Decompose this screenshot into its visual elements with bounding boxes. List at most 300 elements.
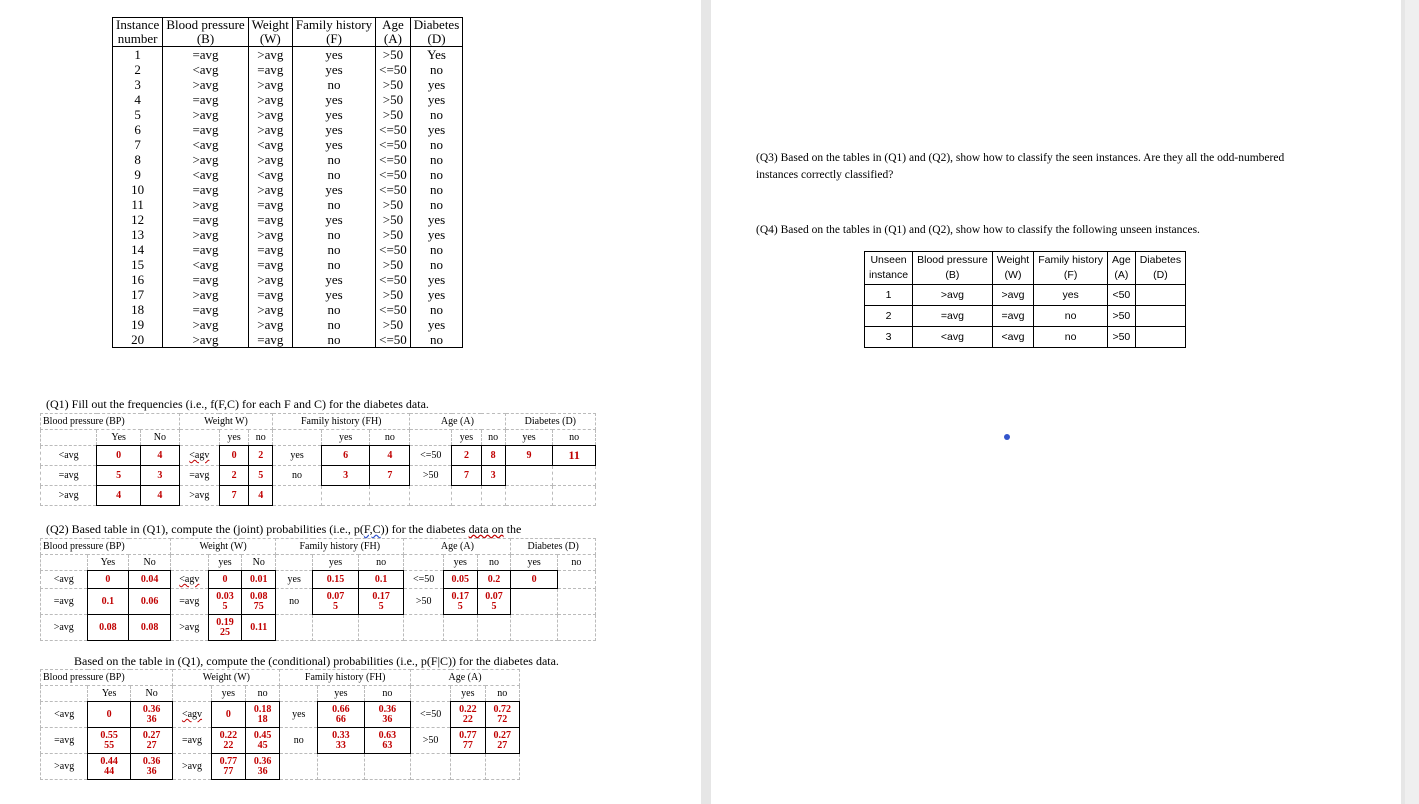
q2-title: (Q2) Based table in (Q1), compute the (joint) probabilities (i.e., p(F,C)) for the diabetes data on the [46, 522, 522, 536]
instance-cell: yes [292, 182, 375, 197]
q2b-fh-no-no: 0.63 63 [364, 728, 410, 754]
instance-cell: no [410, 167, 462, 182]
q2b-age-le-label: <=50 [411, 702, 451, 728]
instance-cell: =avg [248, 212, 292, 227]
instance-cell: <=50 [376, 137, 411, 152]
q2b-age-gt-label: >50 [411, 728, 451, 754]
instance-cell: no [292, 317, 375, 332]
instance-cell: =avg [163, 122, 248, 137]
instance-cell: Yes [410, 47, 462, 63]
instance-cell: >avg [248, 47, 292, 63]
q2-group-fh: Family history (FH) [276, 539, 404, 555]
q1-bp-lt-no: 4 [141, 446, 180, 466]
instance-cell: =avg [248, 242, 292, 257]
instance-cell: 14 [113, 242, 163, 257]
q1-fh-yes-label: yes [273, 446, 322, 466]
q2-age-yes: yes [443, 555, 477, 571]
q1-fh-no-label: no [273, 466, 322, 486]
instance-cell: <avg [163, 62, 248, 77]
q2-bp-gt-yes: 0.08 [87, 615, 129, 641]
unseen-table-header [865, 252, 1186, 285]
instance-row [113, 167, 463, 182]
conditional-title: Based on the table in (Q1), compute the (conditional) probabilities (i.e., p(F|C)) for the diabetes data. [74, 654, 559, 668]
instance-cell: no [410, 197, 462, 212]
instance-cell: 11 [113, 197, 163, 212]
unseen-cell: no [1034, 327, 1108, 348]
q2-age-gt-yes: 0.17 5 [443, 589, 477, 615]
q2b-w-no: no [246, 686, 280, 702]
q1-d-no: no [553, 430, 596, 446]
q2b-fh-no-label: no [280, 728, 318, 754]
q2b-bp-lt-no: 0.36 36 [130, 702, 173, 728]
unseen-header-weight: Weight (W) [992, 252, 1034, 285]
instance-row [113, 182, 463, 197]
instance-cell: yes [410, 122, 462, 137]
instance-cell: >avg [163, 287, 248, 302]
instance-table [112, 17, 463, 348]
instance-cell: <=50 [376, 167, 411, 182]
right-document-page [711, 0, 1401, 804]
unseen-cell: <avg [913, 327, 993, 348]
q2-w-no: No [242, 555, 276, 571]
q2b-bp-eq-yes: 0.55 55 [88, 728, 130, 754]
instance-cell: =avg [163, 92, 248, 107]
q2b-bp-eq-no: 0.27 27 [130, 728, 173, 754]
instance-row [113, 122, 463, 137]
unseen-cell: 1 [865, 285, 913, 306]
instance-cell: yes [410, 77, 462, 92]
instance-cell: yes [410, 317, 462, 332]
q1-fh-no: no [370, 430, 410, 446]
instance-cell: =avg [163, 272, 248, 287]
unseen-cell: 3 [865, 327, 913, 348]
instance-cell: yes [410, 227, 462, 242]
instance-cell: >avg [248, 302, 292, 317]
instance-cell: =avg [248, 332, 292, 348]
q2-w-eq-label: =avg [171, 589, 209, 615]
instance-cell: no [410, 152, 462, 167]
q2-fh-yes: yes [313, 555, 359, 571]
instance-cell: 12 [113, 212, 163, 227]
q1-age-le-yes: 2 [452, 446, 481, 466]
instance-cell: 19 [113, 317, 163, 332]
instance-cell: >avg [248, 92, 292, 107]
instance-cell: <avg [248, 167, 292, 182]
q2b-bp-gt-yes: 0.44 44 [88, 754, 130, 780]
q1-fh-yes-no: 4 [370, 446, 410, 466]
q2b-age-gt-no: 0.27 27 [485, 728, 519, 754]
q2-bp-lt-no: 0.04 [129, 571, 171, 589]
instance-cell: no [292, 167, 375, 182]
unseen-instance-table [864, 251, 1186, 348]
header-instance: Instance number [113, 18, 163, 47]
q2b-group-weight: Weight (W) [173, 670, 280, 686]
q1-w-eq-yes: 2 [219, 466, 248, 486]
instance-cell: <avg [163, 137, 248, 152]
instance-cell: no [410, 137, 462, 152]
q1-group-bp: Blood pressure (BP) [41, 414, 180, 430]
q1-bp-gt-label: >avg [41, 486, 97, 506]
q2-d-yes-val: 0 [511, 571, 558, 589]
q2-bp-no: No [129, 555, 171, 571]
q3-question: (Q3) Based on the tables in (Q1) and (Q2), show how to classify the seen instances. Are they all the odd-numbered instances correctly classified? [756, 152, 1285, 181]
q1-group-diabetes: Diabetes (D) [505, 414, 595, 430]
instance-cell: >avg [163, 227, 248, 242]
header-family-history: Family history (F) [292, 18, 375, 47]
q2b-age-gt-yes: 0.77 77 [451, 728, 485, 754]
instance-cell: >avg [163, 107, 248, 122]
q1-bp-lt-yes: 0 [97, 446, 141, 466]
instance-cell: =avg [248, 257, 292, 272]
q2-w-eq-no: 0.08 75 [242, 589, 276, 615]
instance-cell: <=50 [376, 152, 411, 167]
left-document-page [0, 0, 701, 804]
header-weight: Weight (W) [248, 18, 292, 47]
instance-cell: yes [292, 287, 375, 302]
instance-cell: yes [292, 62, 375, 77]
instance-cell: <avg [248, 137, 292, 152]
instance-cell: <avg [163, 167, 248, 182]
unseen-cell[interactable] [1135, 306, 1185, 327]
header-diabetes: Diabetes (D) [410, 18, 462, 47]
instance-row [113, 77, 463, 92]
q1-age-le-label: <=50 [410, 446, 452, 466]
instance-cell: >50 [376, 287, 411, 302]
q2b-w-gt-no: 0.36 36 [246, 754, 280, 780]
instance-cell: 13 [113, 227, 163, 242]
instance-cell: 10 [113, 182, 163, 197]
instance-cell: >50 [376, 257, 411, 272]
unseen-cell: <50 [1108, 285, 1136, 306]
q2b-fh-no-yes: 0.33 33 [318, 728, 364, 754]
instance-cell: no [292, 242, 375, 257]
instance-cell: >avg [248, 182, 292, 197]
q2-fh-no-yes: 0.07 5 [313, 589, 359, 615]
q1-w-lt-no: 2 [249, 446, 273, 466]
instance-cell: yes [410, 212, 462, 227]
unseen-cell: 2 [865, 306, 913, 327]
unseen-header-diabetes: Diabetes (D) [1135, 252, 1185, 285]
q2b-age-le-yes: 0.22 22 [451, 702, 485, 728]
q1-fh-no-yes: 3 [321, 466, 370, 486]
instance-cell: 15 [113, 257, 163, 272]
q2-w-yes: yes [208, 555, 242, 571]
instance-cell: >avg [248, 107, 292, 122]
q2-fh-no: no [358, 555, 404, 571]
instance-cell: <=50 [376, 302, 411, 317]
instance-cell: =avg [248, 287, 292, 302]
q1-w-eq-label: =avg [179, 466, 219, 486]
instance-cell: 4 [113, 92, 163, 107]
instance-row [113, 107, 463, 122]
header-blood-pressure: Blood pressure (B) [163, 18, 248, 47]
unseen-header-bp: Blood pressure (B) [913, 252, 993, 285]
instance-cell: <avg [163, 257, 248, 272]
q2-age-le-label: <=50 [404, 571, 443, 589]
instance-cell: =avg [163, 242, 248, 257]
q2b-age-no: no [485, 686, 519, 702]
q2-bp-yes: Yes [87, 555, 129, 571]
q1-bp-eq-yes: 5 [97, 466, 141, 486]
instance-row [113, 47, 463, 63]
unseen-cell: yes [1034, 285, 1108, 306]
instance-row [113, 332, 463, 348]
vertical-scrollbar[interactable] [1405, 0, 1419, 804]
unseen-cell[interactable] [1135, 285, 1185, 306]
instance-cell: <=50 [376, 242, 411, 257]
q2b-w-gt-yes: 0.77 77 [211, 754, 245, 780]
q2-age-no: no [477, 555, 511, 571]
instance-cell: no [410, 107, 462, 122]
instance-cell: yes [292, 107, 375, 122]
instance-cell: no [292, 197, 375, 212]
q2b-group-age: Age (A) [411, 670, 520, 686]
q2b-w-lt-no: 0.18 18 [246, 702, 280, 728]
q1-bp-lt-label: <avg [41, 446, 97, 466]
q1-d-yes: yes [505, 430, 553, 446]
q1-bp-gt-yes: 4 [97, 486, 141, 506]
q2b-age-le-no: 0.72 72 [485, 702, 519, 728]
unseen-cell: >avg [992, 285, 1034, 306]
instance-table-body [113, 47, 463, 348]
instance-cell: >avg [248, 227, 292, 242]
instance-cell: 18 [113, 302, 163, 317]
unseen-cell: =avg [913, 306, 993, 327]
q2-bp-gt-label: >avg [41, 615, 88, 641]
instance-cell: >50 [376, 107, 411, 122]
instance-cell: >avg [248, 317, 292, 332]
q2-w-gt-yes: 0.19 25 [208, 615, 242, 641]
q1-group-fh: Family history (FH) [273, 414, 410, 430]
unseen-cell: no [1034, 306, 1108, 327]
instance-cell: no [292, 257, 375, 272]
q2-fh-no-no: 0.17 5 [358, 589, 404, 615]
instance-cell: yes [410, 272, 462, 287]
instance-cell: >50 [376, 227, 411, 242]
instance-cell: >avg [248, 122, 292, 137]
q1-w-lt-label: <agv [179, 446, 219, 466]
q2b-bp-yes: Yes [88, 686, 130, 702]
instance-cell: no [292, 152, 375, 167]
q1-bp-gt-no: 4 [141, 486, 180, 506]
instance-cell: 6 [113, 122, 163, 137]
q1-bp-eq-label: =avg [41, 466, 97, 486]
unseen-header-instance: Unseen instance [865, 252, 913, 285]
q1-age-gt-yes: 7 [452, 466, 481, 486]
instance-cell: >avg [163, 197, 248, 212]
q2-bp-lt-yes: 0 [87, 571, 129, 589]
instance-row [113, 197, 463, 212]
q2b-bp-gt-label: >avg [41, 754, 88, 780]
q2-bp-eq-no: 0.06 [129, 589, 171, 615]
instance-cell: no [410, 332, 462, 348]
q2-group-bp: Blood pressure (BP) [41, 539, 171, 555]
instance-cell: >50 [376, 77, 411, 92]
unseen-row [865, 327, 1186, 348]
instance-cell: 3 [113, 77, 163, 92]
q2-w-lt-yes: 0 [208, 571, 242, 589]
instance-cell: >50 [376, 317, 411, 332]
instance-cell: >avg [248, 77, 292, 92]
q2-age-gt-label: >50 [404, 589, 443, 615]
instance-cell: >avg [163, 332, 248, 348]
q2-w-lt-no: 0.01 [242, 571, 276, 589]
instance-cell: <=50 [376, 122, 411, 137]
instance-cell: 2 [113, 62, 163, 77]
q1-w-gt-no: 4 [249, 486, 273, 506]
q1-fh-yes-yes: 6 [321, 446, 370, 466]
q1-w-no: no [249, 430, 273, 446]
instance-row [113, 62, 463, 77]
q2b-group-bp: Blood pressure (BP) [41, 670, 173, 686]
q2b-fh-no: no [364, 686, 410, 702]
q2-group-age: Age (A) [404, 539, 511, 555]
q2-age-le-yes: 0.05 [443, 571, 477, 589]
q2-joint-table [40, 538, 596, 641]
q2-w-gt-no: 0.11 [242, 615, 276, 641]
instance-cell: yes [410, 287, 462, 302]
unseen-row [865, 306, 1186, 327]
unseen-row [865, 285, 1186, 306]
q2-bp-eq-label: =avg [41, 589, 88, 615]
q1-w-yes: yes [219, 430, 248, 446]
instance-cell: =avg [163, 182, 248, 197]
q2b-bp-no: No [130, 686, 173, 702]
instance-cell: >50 [376, 197, 411, 212]
q1-fh-yes: yes [321, 430, 370, 446]
instance-cell: 5 [113, 107, 163, 122]
instance-cell: <=50 [376, 182, 411, 197]
q2b-w-yes: yes [211, 686, 245, 702]
instance-cell: yes [292, 137, 375, 152]
q1-w-gt-label: >avg [179, 486, 219, 506]
instance-cell: =avg [163, 302, 248, 317]
instance-cell: no [292, 302, 375, 317]
instance-cell: yes [292, 47, 375, 63]
conditional-table [40, 669, 520, 780]
q2-fh-yes-yes: 0.15 [313, 571, 359, 589]
instance-cell: <=50 [376, 272, 411, 287]
unseen-cell: >avg [913, 285, 993, 306]
q1-age-gt-no: 3 [481, 466, 505, 486]
instance-cell: yes [292, 272, 375, 287]
unseen-cell[interactable] [1135, 327, 1185, 348]
instance-row [113, 242, 463, 257]
q1-group-age: Age (A) [410, 414, 505, 430]
q2b-fh-yes-label: yes [280, 702, 318, 728]
instance-cell: yes [410, 92, 462, 107]
instance-cell: >50 [376, 212, 411, 227]
q1-w-lt-yes: 0 [219, 446, 248, 466]
unseen-table-body [865, 285, 1186, 348]
unseen-cell: >50 [1108, 306, 1136, 327]
unseen-header-fh: Family history (F) [1034, 252, 1108, 285]
instance-table-header [113, 18, 463, 47]
instance-row [113, 272, 463, 287]
instance-row [113, 257, 463, 272]
instance-cell: >avg [248, 152, 292, 167]
instance-row [113, 212, 463, 227]
q2b-w-lt-yes: 0 [211, 702, 245, 728]
q2-fh-yes-label: yes [276, 571, 313, 589]
instance-cell: no [410, 257, 462, 272]
q2-d-yes: yes [511, 555, 558, 571]
unseen-cell: <avg [992, 327, 1034, 348]
q2b-w-eq-no: 0.45 45 [246, 728, 280, 754]
instance-cell: no [292, 227, 375, 242]
instance-row [113, 137, 463, 152]
q1-bp-yes: Yes [97, 430, 141, 446]
q2b-bp-gt-no: 0.36 36 [130, 754, 173, 780]
q2-w-lt-label: <agv [171, 571, 209, 589]
q2b-fh-yes: yes [318, 686, 364, 702]
instance-cell: no [410, 242, 462, 257]
instance-cell: >avg [163, 152, 248, 167]
header-age: Age (A) [376, 18, 411, 47]
q2b-age-yes: yes [451, 686, 485, 702]
q1-title: (Q1) Fill out the frequencies (i.e., f(F,C) for each F and C) for the diabetes data. [46, 397, 429, 411]
q2b-fh-yes-no: 0.36 36 [364, 702, 410, 728]
instance-cell: =avg [163, 212, 248, 227]
unseen-header-age: Age (A) [1108, 252, 1136, 285]
instance-row [113, 302, 463, 317]
instance-cell: 17 [113, 287, 163, 302]
instance-cell: =avg [248, 197, 292, 212]
q1-frequency-table [40, 413, 596, 506]
q2-group-diabetes: Diabetes (D) [511, 539, 596, 555]
q2b-w-lt-label: <agv [173, 702, 211, 728]
instance-cell: 7 [113, 137, 163, 152]
q1-bp-no: No [141, 430, 180, 446]
q1-group-weight: Weight W) [179, 414, 273, 430]
q2-fh-yes-no: 0.1 [358, 571, 404, 589]
instance-row [113, 92, 463, 107]
instance-row [113, 227, 463, 242]
instance-cell: <=50 [376, 62, 411, 77]
q1-bp-eq-no: 3 [141, 466, 180, 486]
instance-cell: 1 [113, 47, 163, 63]
instance-cell: 9 [113, 167, 163, 182]
instance-cell: no [292, 332, 375, 348]
instance-cell: >avg [163, 77, 248, 92]
q2-age-gt-no: 0.07 5 [477, 589, 511, 615]
q4-question: (Q4) Based on the tables in (Q1) and (Q2), show how to classify the following unseen instances. [756, 224, 1200, 236]
q1-fh-no-no: 7 [370, 466, 410, 486]
unseen-cell: =avg [992, 306, 1034, 327]
instance-cell: =avg [163, 47, 248, 63]
instance-cell: yes [292, 92, 375, 107]
instance-row [113, 152, 463, 167]
q1-d-yes-val: 9 [505, 446, 553, 466]
q2b-group-fh: Family history (FH) [280, 670, 411, 686]
q2-w-eq-yes: 0.03 5 [208, 589, 242, 615]
instance-cell: yes [292, 212, 375, 227]
q2-w-gt-label: >avg [171, 615, 209, 641]
q1-w-eq-no: 5 [249, 466, 273, 486]
cursor-dot-icon [1004, 434, 1010, 440]
instance-cell: >50 [376, 92, 411, 107]
q2b-bp-lt-yes: 0 [88, 702, 130, 728]
q1-age-yes: yes [452, 430, 481, 446]
instance-row [113, 287, 463, 302]
q1-age-no: no [481, 430, 505, 446]
instance-cell: no [292, 77, 375, 92]
q2b-fh-yes-yes: 0.66 66 [318, 702, 364, 728]
instance-cell: >50 [376, 47, 411, 63]
instance-cell: 8 [113, 152, 163, 167]
page-gutter [701, 0, 711, 804]
instance-cell: yes [292, 122, 375, 137]
